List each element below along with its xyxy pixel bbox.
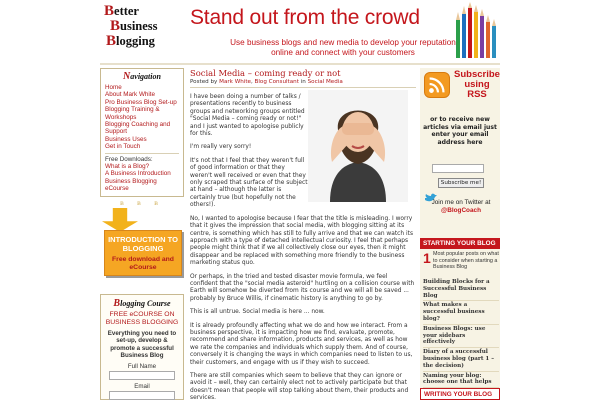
post-paragraph: It's not that I feel that they weren't full of good information or that they weren't well received or even that they only scraped that surface of the subject at hand – although the latter is certainly true (but hopefully not the others!).: [190, 157, 308, 209]
navigation-title: Navigation: [123, 71, 161, 82]
right-sidebar: [420, 68, 500, 400]
nav-contact[interactable]: Get in Touch: [105, 143, 141, 151]
email-label: Email: [134, 382, 150, 390]
nav-coaching[interactable]: Blogging Coaching and Support: [105, 121, 171, 136]
header-divider: [100, 63, 500, 65]
pencils-icon: [452, 2, 498, 60]
course-signup-box: [100, 294, 184, 400]
nav-business-uses[interactable]: Business Uses: [105, 135, 147, 143]
post-title[interactable]: Social Media – coming ready or not: [190, 68, 341, 78]
post-paragraph: Or perhaps, in the tried and tested disaster movie formula, we feel confident that the "social media asteroid" hurtling on a collision course with Earth will somehow be diverted from its course and we will all be saved ... probably by Bruce Willis, if cinematic history is anything to go by.: [190, 273, 415, 302]
list-item[interactable]: Naming your blog: choose one that helps: [423, 372, 499, 389]
twitter-text: [426, 199, 496, 215]
post-paragraph: It is already profoundly affecting what we do and how we interact. From a business perspective, it is impacting how we find, evaluate, promote, recommend and share information, products and services, as well as how we rate the companies and individuals which supply them. And of course, conversely it is changing the ways in which companies need to listen to us, their customers, and engage with us if they wish to succeed.: [190, 322, 413, 366]
post-paragraph: There are still companies which seem to believe that they can ignore or avoid it – well, they can certainly elect not to actively participate but that doesn't mean that people will stop talking about them, their products and services.: [190, 373, 409, 400]
author-role-link[interactable]: Blog Consultant: [254, 79, 299, 85]
meta-prefix: Posted by: [190, 79, 218, 85]
nav-divider: [105, 153, 179, 154]
list-item[interactable]: What makes a successful business blog?: [423, 301, 499, 324]
post-meta: Posted by Mark White, Blog Consultant in Social Media: [190, 79, 416, 88]
logo-line-3: logging: [116, 34, 155, 48]
nav-pro-setup[interactable]: Pro Business Blog Set-up: [105, 98, 177, 106]
woman-covering-eyes-photo: [308, 90, 408, 202]
writing-heading: WRITING YOUR BLOG: [420, 388, 500, 400]
list-item[interactable]: Building Blocks for a Successful Business Blog: [423, 278, 499, 301]
promo-box[interactable]: [104, 230, 182, 276]
intro-promo-banner[interactable]: [100, 208, 184, 276]
category-link[interactable]: Social Media: [307, 79, 343, 85]
twitter-promo[interactable]: [424, 192, 496, 222]
full-name-label: Full Name: [127, 362, 157, 370]
site-logo[interactable]: Better Business Blogging: [104, 3, 158, 49]
free-downloads-label: Free Downloads:: [105, 155, 153, 163]
starting-your-blog-box: [420, 238, 500, 400]
header-subline: Use business blogs and new media to develop your reputation online and connect with your customers: [230, 38, 456, 57]
decorative-divider: B B B: [120, 200, 164, 207]
download-business-intro[interactable]: A Business Introduction: [105, 170, 171, 178]
subscribe-email-input[interactable]: [432, 164, 484, 173]
subscribe-rss-link[interactable]: Subscribe using RSS: [454, 69, 500, 100]
nav-about[interactable]: About Mark White: [105, 91, 156, 99]
list-item[interactable]: Diary of a successful business blog (part 1 – the decision): [423, 348, 499, 371]
full-name-input[interactable]: [109, 371, 175, 380]
post-content: [190, 68, 416, 400]
course-free-text: FREE eCOURSE ON BUSINESS BLOGGING: [105, 311, 179, 326]
left-sidebar: [100, 68, 184, 400]
download-ecourse[interactable]: Business Blogging eCourse: [105, 177, 157, 193]
starting-intro: Most popular posts on what to consider when starting a Business Blog: [433, 251, 499, 271]
promo-subtitle: Free download and eCourse: [112, 256, 174, 271]
navigation-box: [100, 68, 184, 197]
course-email-input[interactable]: [109, 391, 175, 400]
subscribe-button[interactable]: Subscribe me!: [438, 178, 484, 188]
download-what-is-blog[interactable]: What is a Blog?: [105, 163, 150, 171]
promo-title: INTRODUCTION TO BLOGGING: [108, 235, 178, 253]
twitter-handle-link[interactable]: @BlogCoach: [441, 206, 481, 214]
nav-home[interactable]: Home: [105, 84, 122, 91]
nav-training[interactable]: Blogging Training & Workshops: [105, 106, 160, 121]
post-paragraph: I have been doing a number of talks / presentations recently to business groups and networking groups entitled "Social Media – coming ready or not!" and I just wanted to apologise publicly for this.: [190, 94, 305, 138]
post-paragraph: I'm really very sorry!: [190, 144, 252, 151]
down-arrow-icon: [102, 208, 138, 232]
course-description: Everything you need to set-up, develop & promote a successful Business Blog: [107, 330, 177, 360]
starting-heading: STARTING YOUR BLOG: [420, 238, 500, 249]
list-item[interactable]: Business Blogs: use your sidebars effectively: [423, 325, 499, 348]
logo-line-1: etter: [114, 4, 139, 18]
course-title: Blogging Course: [113, 298, 171, 309]
starting-post-list: [423, 278, 499, 388]
rss-icon[interactable]: [424, 72, 450, 98]
logo-line-2: usiness: [120, 19, 158, 33]
meta-in: in: [300, 79, 306, 85]
post-paragraph: No, I wanted to apologise because I fear that the title is misleading. I worry that it gives the impression that social media, with blogging sitting at its centre, is something which has still to fully arrive and that we can watch its approach with a type of detached intellectual curiosity. I feel that perhaps people might think that if we all collectively close our eyes, then it might disappear and be replaced with something more friendly to the business marketing status quo.: [190, 215, 414, 267]
author-link[interactable]: Mark White: [219, 79, 251, 85]
email-prompt: or to receive new articles via email just enter your email address here: [423, 116, 497, 146]
header-headline: Stand out from the crowd: [190, 6, 420, 29]
twitter-label: Join me on Twitter at: [431, 199, 491, 206]
starting-number: 1: [423, 250, 431, 266]
post-paragraph: This is all untrue. Social media is here ... now.: [190, 309, 325, 316]
